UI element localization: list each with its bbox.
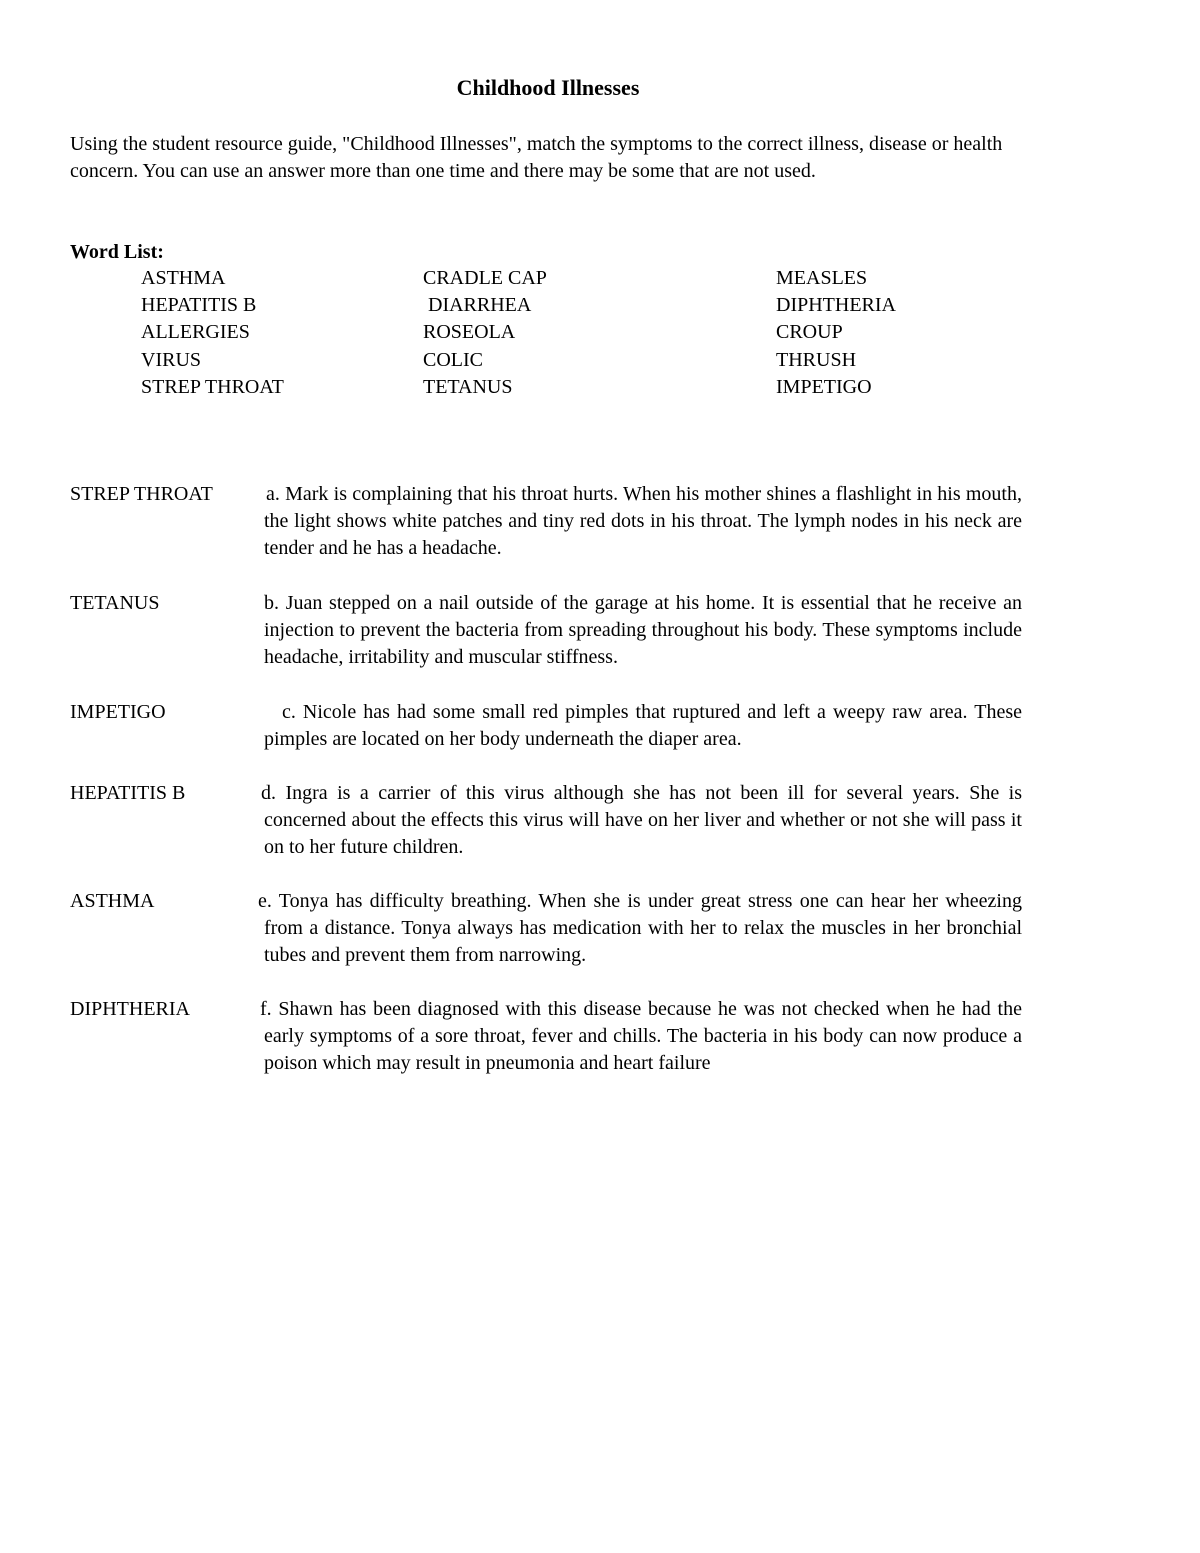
word-list-item: DIPHTHERIA [776,294,896,317]
word-list-item: DIARRHEA [423,294,532,317]
instructions-paragraph: Using the student resource guide, "Childhood Illnesses", match the symptoms to the correct illness, disease or health concern. You can use an answer more than one time and there may be some that are not used. [70,133,1003,182]
answer-text: TETANUS [70,592,160,614]
symptom-description: f. Shawn has been diagnosed with this disease because he was not checked when he had the early symptoms of a sore throat, fever and chills. The bacteria in his body can now produce a poison which may result in pneumonia and heart failure [260,998,1022,1074]
answer-text: DIPHTHERIA [70,998,190,1020]
page-title: Childhood Illnesses [456,75,640,100]
answer-text: STREP THROAT [70,483,213,505]
answer-text: HEPATITIS B [70,782,186,804]
word-list-item: ALLERGIES [141,321,250,344]
word-list-item: THRUSH [776,348,857,371]
word-list-item: IMPETIGO [776,375,872,398]
word-list [0,265,1200,405]
word-list-item: CROUP [776,321,843,344]
word-list-heading: Word List: [70,241,164,263]
word-list-item: STREP THROAT [141,375,284,398]
word-list-item: CRADLE CAP [423,267,547,289]
word-list-item: ASTHMA [141,267,226,289]
word-list-column-2 [423,265,547,401]
word-list-item: ROSEOLA [423,321,516,344]
word-list-item: COLIC [423,348,483,371]
word-list-item: VIRUS [141,348,202,371]
symptom-description: a. Mark is complaining that his throat hurts. When his mother shines a flashlight in his mouth, the light shows white patches and tiny red dots in his throat. The lymph nodes in his neck are tender and he has a headache. [264,483,1022,559]
symptom-description: e. Tonya has difficulty breathing. When she is under great stress one can hear her wheezing from a distance. Tonya always has medication with her to relax the muscles in her bronchial tubes and prevent them from narrowing. [258,890,1022,966]
word-list-item: TETANUS [423,375,513,398]
word-list-item: MEASLES [776,267,868,289]
word-list-column-3 [776,265,896,401]
word-list-item: HEPATITIS B [141,294,257,317]
word-list-column-1 [141,265,284,401]
answer-text: ASTHMA [70,890,155,912]
symptom-description: c. Nicole has had some small red pimples that ruptured and left a weepy raw area. These pimples are located on her body underneath the diaper area. [264,701,1022,750]
symptom-description: b. Juan stepped on a nail outside of the garage at his home. It is essential that he receive an injection to prevent the bacteria from spreading throughout his body. These symptoms include headache, irritability and muscular stiffness. [264,592,1022,668]
answer-text: IMPETIGO [70,701,166,723]
symptom-description: d. Ingra is a carrier of this virus although she has not been ill for several years. She is concerned about the effects this virus will have on her liver and whether or not she will pass it on to her future children. [261,782,1022,858]
